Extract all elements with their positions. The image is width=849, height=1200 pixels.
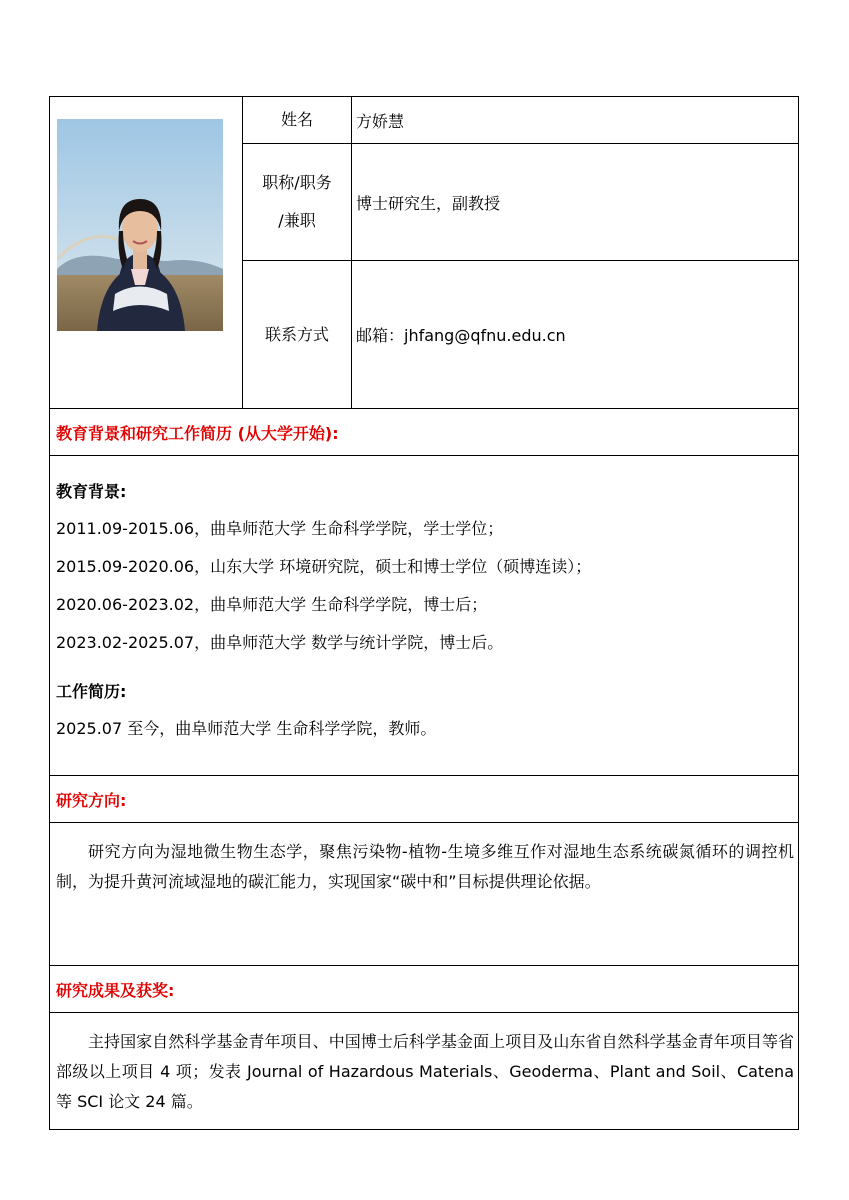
achievements-body	[50, 1013, 799, 1130]
profile-sheet	[49, 96, 798, 1130]
achievements-heading: 研究成果及获奖:	[50, 966, 799, 1013]
education-item: 2020.06-2023.02，曲阜师范大学 生命科学学院，博士后；	[56, 595, 488, 614]
education-body	[50, 456, 799, 776]
title-value: 博士研究生，副教授	[352, 144, 799, 261]
work-item: 2025.07 至今，曲阜师范大学 生命科学学院，教师。	[56, 719, 437, 738]
title-label-line-2: /兼职	[278, 211, 316, 230]
achievements-text: 主持国家自然科学基金青年项目、中国博士后科学基金面上项目及山东省自然科学基金青年项目等省部级以上项目 4 项；发表 Journal of Hazardous Materials、Geoderma、Plant and Soil、Catena 等 SCI 论文 24 篇。	[56, 1032, 794, 1111]
education-item: 2023.02-2025.07，曲阜师范大学 数学与统计学院，博士后。	[56, 633, 504, 652]
profile-table	[49, 96, 799, 1130]
name-label: 姓名	[243, 97, 352, 144]
title-label	[243, 144, 352, 261]
education-heading: 教育背景和研究工作简历 (从大学开始):	[50, 409, 799, 456]
research-heading: 研究方向:	[50, 776, 799, 823]
contact-label: 联系方式	[243, 261, 352, 409]
research-body	[50, 823, 799, 966]
photo-cell	[50, 97, 243, 409]
name-value: 方娇慧	[352, 97, 799, 144]
contact-value: 邮箱：jhfang@qfnu.edu.cn	[352, 261, 799, 409]
title-label-line-1: 职称/职务	[262, 173, 332, 192]
education-item: 2015.09-2020.06，山东大学 环境研究院，硕士和博士学位（硕博连读）；	[56, 557, 592, 576]
work-subtitle: 工作简历:	[56, 682, 127, 701]
profile-photo	[57, 119, 223, 331]
education-subtitle: 教育背景:	[56, 482, 127, 501]
education-item: 2011.09-2015.06，曲阜师范大学 生命科学学院，学士学位；	[56, 519, 504, 538]
research-text: 研究方向为湿地微生物生态学，聚焦污染物-植物-生境多维互作对湿地生态系统碳氮循环的调控机制，为提升黄河流域湿地的碳汇能力，实现国家“碳中和”目标提供理论依据。	[56, 842, 794, 891]
